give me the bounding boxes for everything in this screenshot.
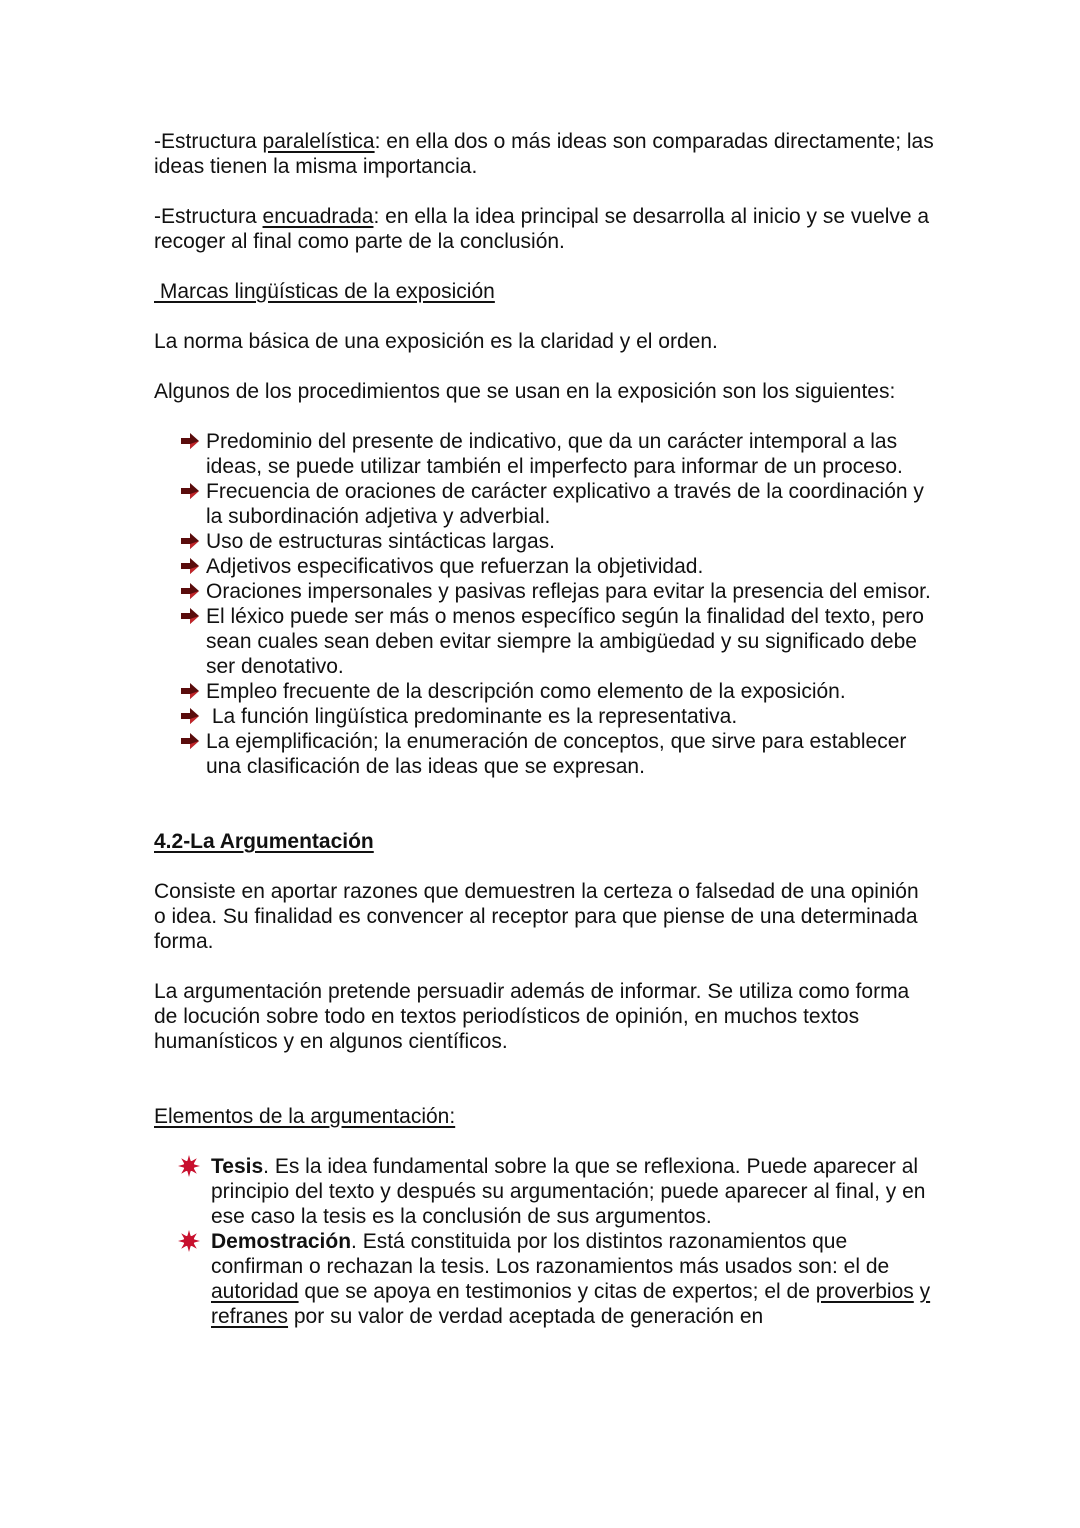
- arrow-right-icon: [180, 533, 200, 549]
- list-item: Uso de estructuras sintácticas largas.: [180, 529, 934, 554]
- list-item: Oraciones impersonales y pasivas reflejas para evitar la presencia del emisor.: [180, 579, 934, 604]
- term-refranes: y refranes: [211, 1280, 931, 1328]
- list-item: La función lingüística predominante es la representativa.: [180, 704, 934, 729]
- term-paralelistica: paralelística: [262, 130, 375, 153]
- arrow-right-icon: [180, 583, 200, 599]
- structure-encuadrada: -Estructura encuadrada: en ella la idea principal se desarrolla al inicio y se vuelve a recoger al final como parte de la conclusión.: [154, 205, 930, 253]
- argumentacion-paragraph-1: Consiste en aportar razones que demuestren la certeza o falsedad de una opinión o idea. Su finalidad es convencer al receptor para que piense de una determinada forma.: [154, 880, 919, 953]
- marcas-heading: Marcas lingüísticas de la exposición: [154, 280, 495, 303]
- elementos-list: [178, 1154, 934, 1329]
- arrow-right-icon: [180, 558, 200, 574]
- term-encuadrada: encuadrada: [262, 205, 374, 228]
- list-item: Adjetivos especificativos que refuerzan la objetividad.: [180, 554, 934, 579]
- list-item-demostracion: Demostración. Está constituida por los distintos razonamientos que confirman o rechazan la tesis. Los razonamientos más usados son: el de autoridad que se apoya en testimonios y citas de expertos; el de proverbios y refranes por su valor de verdad aceptada de generación en: [178, 1229, 934, 1329]
- argumentacion-paragraph-2: La argumentación pretende persuadir además de informar. Se utiliza como forma de locución sobre todo en textos periodísticos de opinión, en muchos textos humanísticos y en algunos científicos.: [154, 980, 910, 1053]
- arrow-right-icon: [180, 683, 200, 699]
- arrow-right-icon: [180, 608, 200, 624]
- arrow-right-icon: [180, 708, 200, 724]
- list-item: El léxico puede ser más o menos específico según la finalidad del texto, pero sean cuales sean deben evitar siempre la ambigüedad y su significado debe ser denotativo.: [180, 604, 934, 679]
- list-item-tesis: Tesis. Es la idea fundamental sobre la que se reflexiona. Puede aparecer al principio del texto y después su argumentación; puede aparecer al final, y en ese caso la tesis es la conclusión de sus argumentos.: [178, 1154, 934, 1229]
- list-item: La ejemplificación; la enumeración de conceptos, que sirve para establecer una clasificación de las ideas que se expresan.: [180, 729, 934, 779]
- arrow-right-icon: [180, 433, 200, 449]
- procedimientos-intro: Algunos de los procedimientos que se usan en la exposición son los siguientes:: [154, 380, 896, 403]
- arrow-right-icon: [180, 483, 200, 499]
- term-proverbios: proverbios: [815, 1280, 914, 1303]
- section-title: 4.2-La Argumentación: [154, 830, 374, 853]
- list-item: Frecuencia de oraciones de carácter explicativo a través de la coordinación y la subordinación adjetiva y adverbial.: [180, 479, 934, 529]
- elementos-heading: Elementos de la argumentación:: [154, 1105, 456, 1128]
- norma-paragraph: La norma básica de una exposición es la claridad y el orden.: [154, 330, 718, 353]
- list-item: Predominio del presente de indicativo, que da un carácter intemporal a las ideas, se puede utilizar también el imperfecto para informar de un proceso.: [180, 429, 934, 479]
- term-autoridad: autoridad: [211, 1280, 299, 1303]
- starburst-icon: [178, 1230, 200, 1252]
- structure-paralelistica: -Estructura paralelística: en ella dos o más ideas son comparadas directamente; las ideas tienen la misma importancia.: [154, 130, 934, 178]
- arrow-right-icon: [180, 733, 200, 749]
- procedimientos-list: [180, 429, 934, 779]
- document-page: [154, 129, 934, 1329]
- list-item: Empleo frecuente de la descripción como elemento de la exposición.: [180, 679, 934, 704]
- starburst-icon: [178, 1155, 200, 1177]
